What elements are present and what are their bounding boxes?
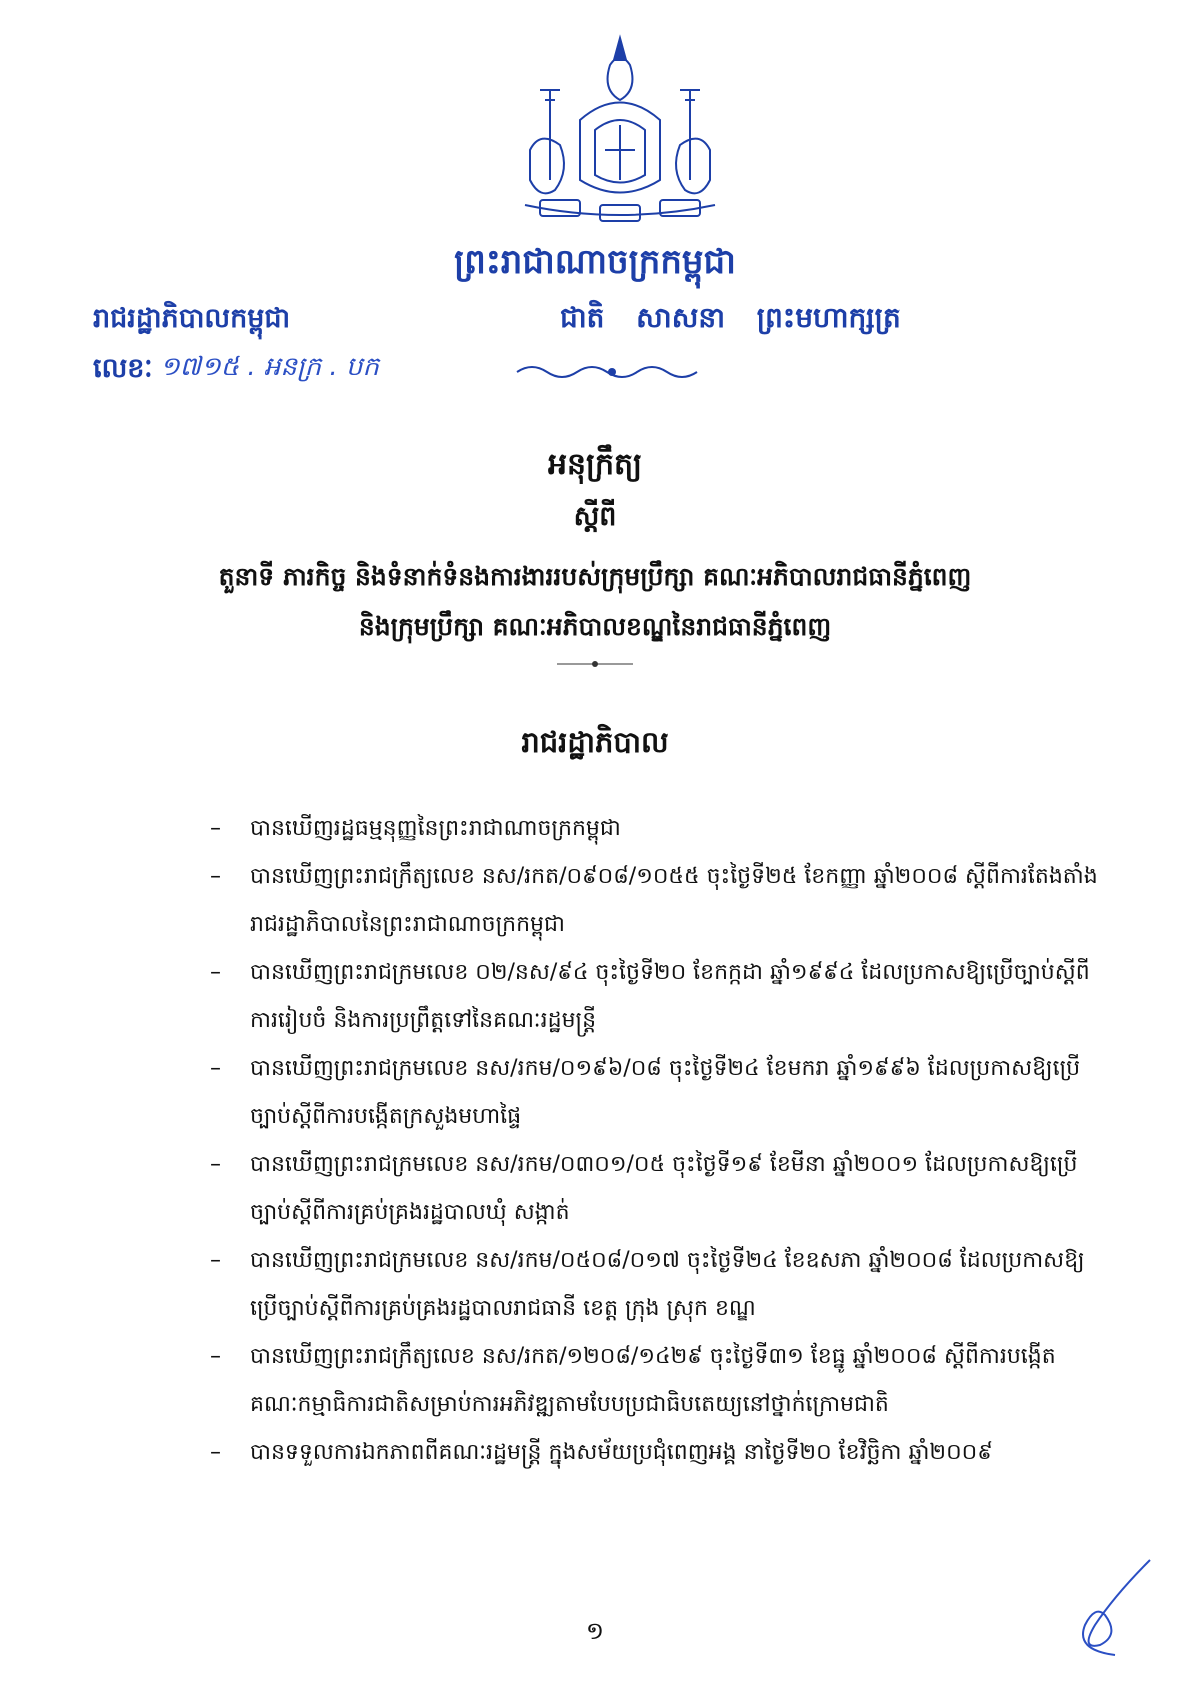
subject-line: និងក្រុមប្រឹក្សា គណៈអភិបាលខណ្ឌនៃរាជធានីភ្នំពេញ xyxy=(358,612,832,641)
signature-initial xyxy=(1055,1555,1165,1665)
list-item: – បានឃើញព្រះរាជក្រមលេខ ០២/នស/៩៤ ចុះថ្ងៃទី២០ ខែកក្កដា ឆ្នាំ១៩៩៤ ដែលប្រកាសឱ្យប្រើច្បាប់ស្តីពីការរៀបចំ និងការប្រព្រឹត្តទៅនៃគណៈរដ្ឋមន្ត្រី xyxy=(210,949,1110,1045)
list-item: – បានឃើញព្រះរាជក្រឹត្យលេខ នស/រកត/១២០៨/១៤២៩ ចុះថ្ងៃទី៣១ ខែធ្នូ ឆ្នាំ២០០៨ ស្តីពីការបង្កើតគណៈកម្មាធិការជាតិសម្រាប់ការអភិវឌ្ឍតាមបែបប្រជាធិបតេយ្យនៅថ្នាក់ក្រោមជាតិ xyxy=(210,1333,1110,1429)
list-item: – បានឃើញព្រះរាជក្រឹត្យលេខ នស/រកត/០៩០៨/១០៥៥ ចុះថ្ងៃទី២៥ ខែកញ្ញា ឆ្នាំ២០០៨ ស្តីពីការតែងតាំងរាជរដ្ឋាភិបាលនៃព្រះរាជាណាចក្រកម្ពុជា xyxy=(210,853,1110,949)
list-item: – បានឃើញព្រះរាជក្រមលេខ នស/រកម/០១៩៦/០៨ ចុះថ្ងៃទី២៤ ខែមករា ឆ្នាំ១៩៩៦ ដែលប្រកាសឱ្យប្រើច្បាប់ស្តីពីការបង្កើតក្រសួងមហាផ្ទៃ xyxy=(210,1045,1110,1141)
list-item: – បានទទួលការឯកភាពពីគណៈរដ្ឋមន្ត្រី ក្នុងសម័យប្រជុំពេញអង្គ នាថ្ងៃទី២០ ខែវិច្ឆិកា ឆ្នាំ២០០៩ xyxy=(210,1429,1110,1477)
list-item: – បានឃើញព្រះរាជក្រមលេខ នស/រកម/០៥០៨/០១៧ ចុះថ្ងៃទី២៤ ខែឧសភា ឆ្នាំ២០០៨ ដែលប្រកាសឱ្យប្រើច្បាប់ស្តីពីការគ្រប់គ្រងរដ្ឋបាលរាជធានី ខេត្ត ក្រុង ស្រុក ខណ្ឌ xyxy=(210,1237,1110,1333)
page-number: ១ xyxy=(585,1617,605,1645)
decorative-divider-ornament xyxy=(555,658,635,670)
decorative-divider-ornament xyxy=(512,360,712,384)
reference-label: លេខៈ xyxy=(93,353,153,384)
considerations-list xyxy=(210,805,1110,1477)
list-item: – បានឃើញព្រះរាជក្រមលេខ នស/រកម/០៣០១/០៥ ចុះថ្ងៃទី១៩ ខែមីនា ឆ្នាំ២០០១ ដែលប្រកាសឱ្យប្រើច្បាប់ស្តីពីការគ្រប់គ្រងរដ្ឋបាលឃុំ សង្កាត់ xyxy=(210,1141,1110,1237)
kingdom-title: ព្រះរាជាណាចក្រកម្ពុជា xyxy=(454,242,736,282)
national-motto: ជាតិ សាសនា ព្រះមហាក្សត្រ xyxy=(560,301,901,334)
subject-line: តួនាទី ភារកិច្ច និងទំនាក់ទំនងការងាររបស់ក្រុមប្រឹក្សា គណៈអភិបាលរាជធានីភ្នំពេញ xyxy=(218,562,972,591)
royal-coat-of-arms-emblem xyxy=(510,30,730,230)
government-name: រាជរដ្ឋាភិបាលកម្ពុជា xyxy=(93,303,291,334)
about-heading: ស្តីពី xyxy=(573,501,617,532)
list-item: – បានឃើញរដ្ឋធម្មនុញ្ញនៃព្រះរាជាណាចក្រកម្ពុជា xyxy=(210,805,1110,853)
issuer-heading: រាជរដ្ឋាភិបាល xyxy=(521,725,669,759)
reference-number: ១៧១៥ . អនក្រ . បក xyxy=(160,352,379,382)
document-subject xyxy=(60,552,1130,652)
document-type-heading: អនុក្រឹត្យ xyxy=(547,447,643,482)
